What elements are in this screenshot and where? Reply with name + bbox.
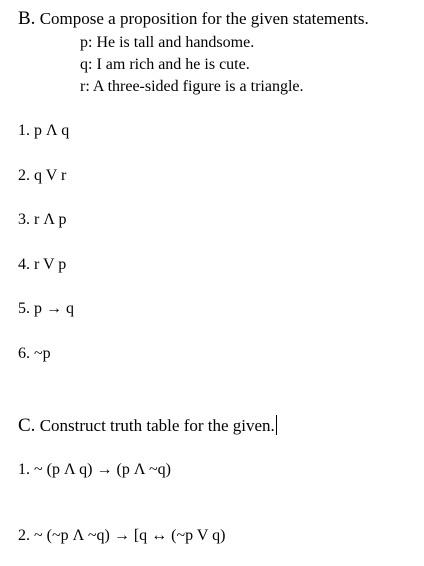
section-b-item-5: 5. p → q — [18, 300, 74, 317]
section-b-item-2: 2. q V r — [18, 167, 67, 184]
text-cursor — [276, 415, 277, 435]
section-b-item-1: 1. p Λ q — [18, 122, 70, 139]
section-c-letter: C. — [18, 415, 36, 436]
section-c-item-1: 1. ~ (p Λ q) → (p Λ ~q) — [18, 461, 171, 478]
section-b-item-4: 4. r V p — [18, 256, 67, 273]
section-b-item-3: 3. r Λ p — [18, 211, 67, 228]
section-c-item-2: 2. ~ (~p Λ ~q) → [q ↔ (~p V q) — [18, 527, 226, 544]
section-b-title: Compose a proposition for the given statements. — [39, 9, 369, 28]
statement-p: p: He is tall and handsome. — [80, 34, 255, 51]
section-b-letter: B. — [18, 8, 36, 29]
statement-r: r: A three-sided figure is a triangle. — [80, 78, 304, 95]
section-b-heading — [18, 9, 369, 28]
section-b-item-6: 6. ~p — [18, 345, 51, 362]
statement-q: q: I am rich and he is cute. — [80, 56, 250, 73]
section-c-heading — [18, 415, 277, 435]
section-c-title: Construct truth table for the given. — [39, 416, 275, 435]
